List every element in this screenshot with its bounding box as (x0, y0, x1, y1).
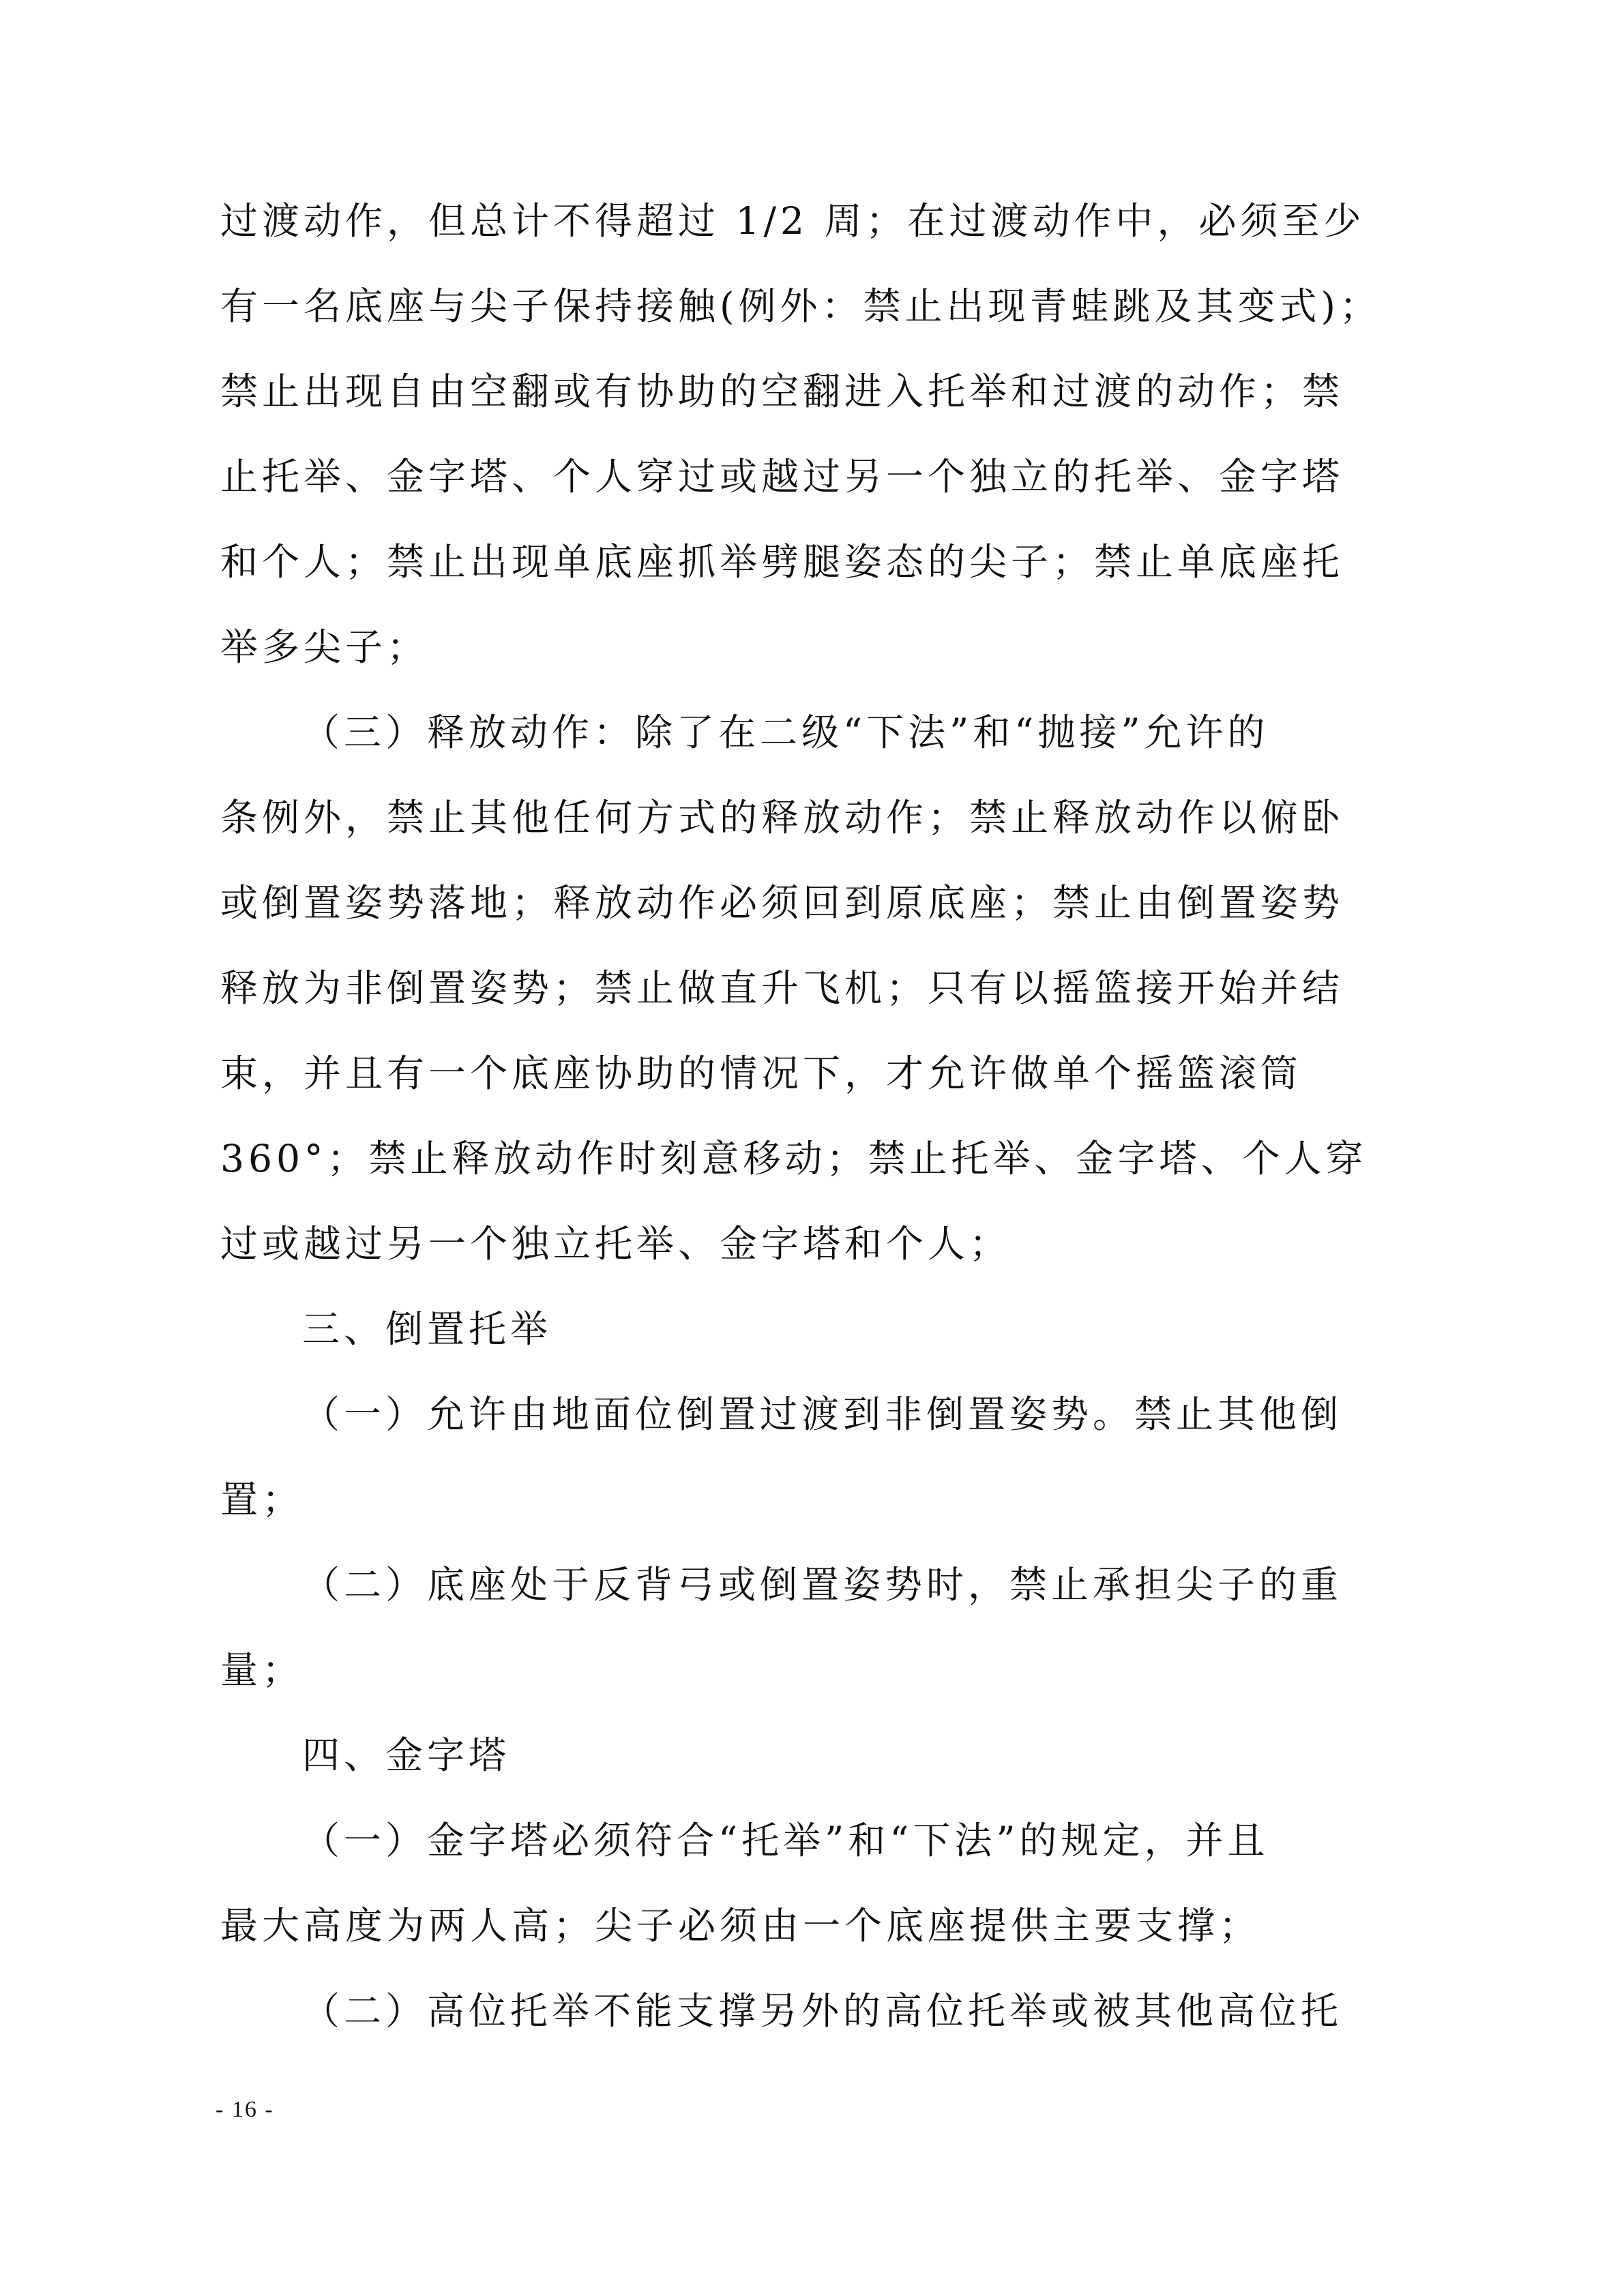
text-line: （一）允许由地面位倒置过渡到非倒置姿势。禁止其他倒 (302, 1392, 1343, 1436)
text-line: 释放为非倒置姿势；禁止做直升飞机；只有以摇篮接开始并结 (220, 966, 1344, 1010)
text-line: （一）金字塔必须符合“托举”和“下法”的规定，并且 (302, 1819, 1269, 1862)
text-line: 过或越过另一个独立托举、金字塔和个人； (220, 1222, 1012, 1266)
text-line: 止托举、金字塔、个人穿过或越过另一个独立的托举、金字塔 (220, 455, 1344, 498)
text-line: 置； (220, 1478, 304, 1521)
section-heading: 三、倒置托举 (302, 1307, 552, 1351)
text-line: 条例外，禁止其他任何方式的释放动作；禁止释放动作以俯卧 (220, 796, 1344, 839)
text-line: 束，并且有一个底座协助的情况下，才允许做单个摇篮滚筒 (220, 1052, 1303, 1095)
text-line: 过渡动作，但总计不得超过 1/2 周；在过渡动作中，必须至少 (220, 199, 1365, 243)
text-line: 举多尖子； (220, 625, 429, 669)
text-line: 和个人；禁止出现单底座抓举劈腿姿态的尖子；禁止单底座托 (220, 540, 1344, 584)
text-line: （三）释放动作：除了在二级“下法”和“抛接”允许的 (302, 711, 1269, 754)
body-text (220, 179, 1411, 2054)
text-line: 360°；禁止释放动作时刻意移动；禁止托举、金字塔、个人穿 (220, 1137, 1368, 1180)
text-line: （二）高位托举不能支撑另外的高位托举或被其他高位托 (302, 1989, 1343, 2033)
text-line: 有一名底座与尖子保持接触(例外：禁止出现青蛙跳及其变式)； (220, 284, 1381, 328)
text-line: 最大高度为两人高；尖子必须由一个底座提供主要支撑； (220, 1904, 1261, 1948)
section-heading: 四、金字塔 (302, 1733, 511, 1777)
text-line: 量； (220, 1648, 304, 1692)
text-line: 或倒置姿势落地；释放动作必须回到原底座；禁止由倒置姿势 (220, 881, 1344, 925)
text-line: （二）底座处于反背弓或倒置姿势时，禁止承担尖子的重 (302, 1563, 1343, 1607)
page-number: - 16 - (216, 2097, 274, 2122)
text-line: 禁止出现自由空翻或有协助的空翻进入托举和过渡的动作；禁 (220, 370, 1344, 413)
